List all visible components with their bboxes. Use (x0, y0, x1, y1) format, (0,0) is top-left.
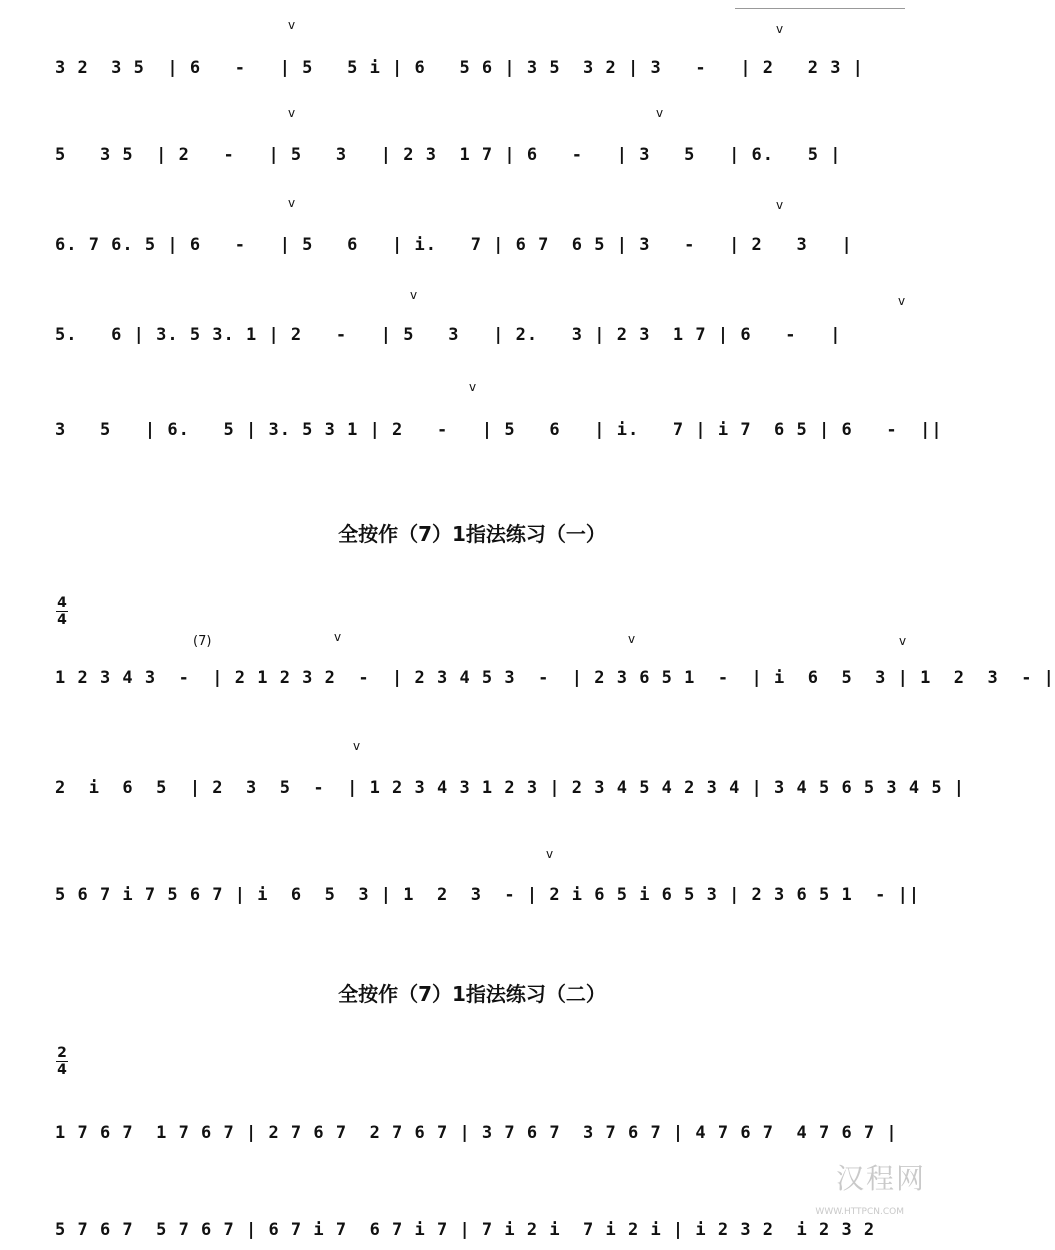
top-right-mark (735, 0, 905, 9)
notes: 1 2 3 4 3 - | 2 1 2 3 2 - | 2 3 4 5 3 - | 2 3 6 5 1 - | i 6 5 3 | 1 2 3 - | (55, 668, 1055, 688)
exercise-title-2: 全按作（7）1指法练习（二） (338, 982, 606, 1006)
breath-mark: v (410, 288, 418, 302)
breath-mark: v (776, 22, 784, 36)
notes: 3 5 | 6. 5 | 3. 5 3 1 | 2 - | 5 6 | i. 7 | i 7 6 5 | 6 - || (55, 420, 943, 440)
breath-mark: v (288, 106, 296, 120)
notes: 1 7 6 7 1 7 6 7 | 2 7 6 7 2 7 6 7 | 3 7 6 7 3 7 6 7 | 4 7 6 7 4 7 6 7 | (55, 1123, 898, 1143)
breath-mark: v (353, 739, 361, 753)
breath-mark: v (334, 630, 342, 644)
breath-mark: v (776, 198, 784, 212)
breath-mark: v (288, 196, 296, 210)
score-line-2 (55, 115, 915, 175)
alternate-note: (7) (193, 634, 212, 649)
notes: 5. 6 | 3. 5 3. 1 | 2 - | 5 3 | 2. 3 | 2 3 1 7 | 6 - | (55, 325, 842, 345)
notes: 5 3 5 | 2 - | 5 3 | 2 3 1 7 | 6 - | 3 5 | 6. 5 | (55, 145, 842, 165)
score-line-4 (55, 295, 915, 355)
breath-mark: v (628, 632, 636, 646)
score-line-6 (55, 638, 1055, 698)
watermark-url: WWW.HTTPCN.COM (815, 1207, 904, 1217)
score-line-5 (55, 390, 943, 450)
breath-mark: v (288, 18, 296, 32)
breath-mark: v (656, 106, 664, 120)
score-line-9 (55, 1093, 915, 1153)
notes: 3 2 3 5 | 6 - | 5 5 i | 6 5 6 | 3 5 3 2 | 3 - | 2 2 3 | (55, 58, 864, 78)
score-line-7 (55, 748, 966, 808)
breath-mark: v (469, 380, 477, 394)
time-signature: $\frac{4}{4}$ (57, 595, 67, 628)
breath-mark: v (898, 294, 906, 308)
time-signature: $\frac{2}{4}$ (57, 1045, 67, 1078)
exercise-title-1: 全按作（7）1指法练习（一） (338, 522, 606, 546)
notes: 5 7 6 7 5 7 6 7 | 6 7 i 7 6 7 i 7 | 7 i 2 i 7 i 2 i | i 2 3 2 i 2 3 2 (55, 1220, 876, 1240)
breath-mark: v (899, 634, 907, 648)
score-line-8 (55, 855, 921, 915)
score-line-3 (55, 205, 915, 265)
score-line-1 (55, 28, 915, 88)
breath-mark: v (546, 847, 554, 861)
notes: 6. 7 6. 5 | 6 - | 5 6 | i. 7 | 6 7 6 5 | 3 - | 2 3 | (55, 235, 853, 255)
watermark-logo: 汉程网 (835, 1162, 926, 1195)
notes: 5 6 7 i 7 5 6 7 | i 6 5 3 | 1 2 3 - | 2 i 6 5 i 6 5 3 | 2 3 6 5 1 - || (55, 885, 921, 905)
score-line-10 (55, 1190, 915, 1250)
notes: 2 i 6 5 | 2 3 5 - | 1 2 3 4 3 1 2 3 | 2 3 4 5 4 2 3 4 | 3 4 5 6 5 3 4 5 | (55, 778, 966, 798)
